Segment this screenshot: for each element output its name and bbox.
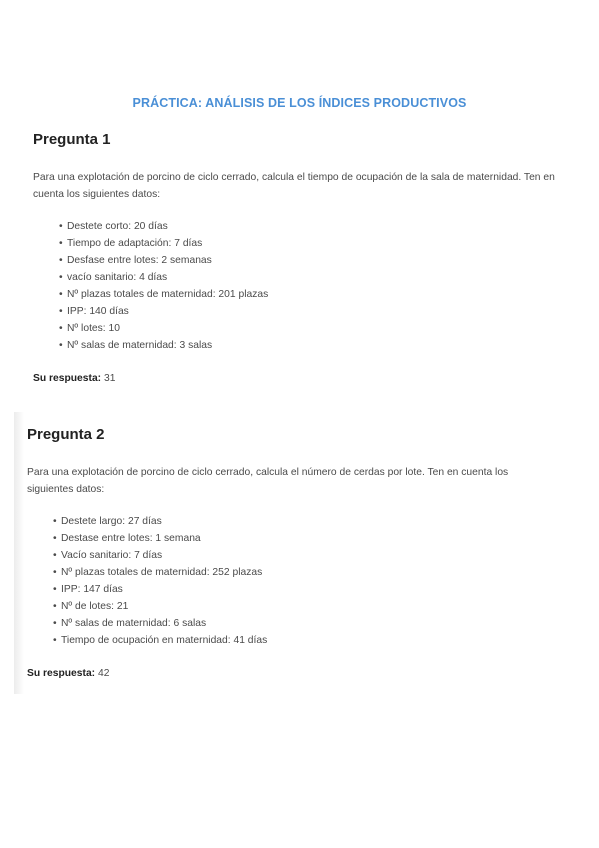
- answer: [33, 373, 593, 384]
- data-list: [59, 218, 593, 354]
- question-1: [33, 130, 593, 384]
- answer-value: 42: [97, 668, 110, 679]
- list-item: • Nº salas de maternidad: 6 salas: [53, 615, 587, 632]
- list-item: • Tiempo de adaptación: 7 días: [59, 235, 593, 252]
- answer-value: 31: [103, 373, 116, 384]
- bullet-icon: •: [53, 618, 57, 629]
- answer-label: Su respuesta:: [33, 373, 102, 384]
- bullet-icon: •: [59, 289, 63, 300]
- bullet-icon: •: [53, 601, 57, 612]
- list-item: • Vacío sanitario: 7 días: [53, 547, 587, 564]
- bullet-icon: •: [53, 635, 57, 646]
- bullet-icon: •: [59, 255, 63, 266]
- list-item: • IPP: 147 días: [53, 581, 587, 598]
- answer-label: Su respuesta:: [27, 668, 96, 679]
- bullet-icon: •: [59, 323, 63, 334]
- question-heading: Pregunta 2: [27, 426, 105, 443]
- question-2-edge-shadow: [14, 412, 24, 694]
- list-item: • Desfase entre lotes: 2 semanas: [59, 252, 593, 269]
- answer: [27, 668, 587, 679]
- question-text: Para una explotación de porcino de ciclo cerrado, calcula el tiempo de ocupación de la sala de maternidad. Ten en cuenta los siguientes datos:: [33, 172, 555, 200]
- bullet-icon: •: [53, 584, 57, 595]
- list-item: • Destete corto: 20 días: [59, 218, 593, 235]
- bullet-icon: •: [59, 238, 63, 249]
- list-item: • Nº plazas totales de maternidad: 201 plazas: [59, 286, 593, 303]
- list-item: • IPP: 140 días: [59, 303, 593, 320]
- list-item: • vacío sanitario: 4 días: [59, 269, 593, 286]
- list-item: • Nº salas de maternidad: 3 salas: [59, 337, 593, 354]
- question-2: [27, 425, 587, 679]
- list-item: • Nº de lotes: 21: [53, 598, 587, 615]
- bullet-icon: •: [59, 272, 63, 283]
- question-text: Para una explotación de porcino de ciclo cerrado, calcula el número de cerdas por lote. Ten en cuenta los siguientes datos:: [27, 467, 509, 495]
- bullet-icon: •: [59, 340, 63, 351]
- bullet-icon: •: [53, 550, 57, 561]
- page-title: PRÁCTICA: ANÁLISIS DE LOS ÍNDICES PRODUCTIVOS: [132, 96, 467, 110]
- list-item: • Destase entre lotes: 1 semana: [53, 530, 587, 547]
- list-item: • Nº plazas totales de maternidad: 252 plazas: [53, 564, 587, 581]
- bullet-icon: •: [53, 516, 57, 527]
- bullet-icon: •: [59, 306, 63, 317]
- list-item: • Tiempo de ocupación en maternidad: 41 días: [53, 632, 587, 649]
- data-list: [53, 513, 587, 649]
- bullet-icon: •: [53, 567, 57, 578]
- question-heading: Pregunta 1: [33, 131, 111, 148]
- list-item: • Destete largo: 27 días: [53, 513, 587, 530]
- list-item: • Nº lotes: 10: [59, 320, 593, 337]
- bullet-icon: •: [59, 221, 63, 232]
- bullet-icon: •: [53, 533, 57, 544]
